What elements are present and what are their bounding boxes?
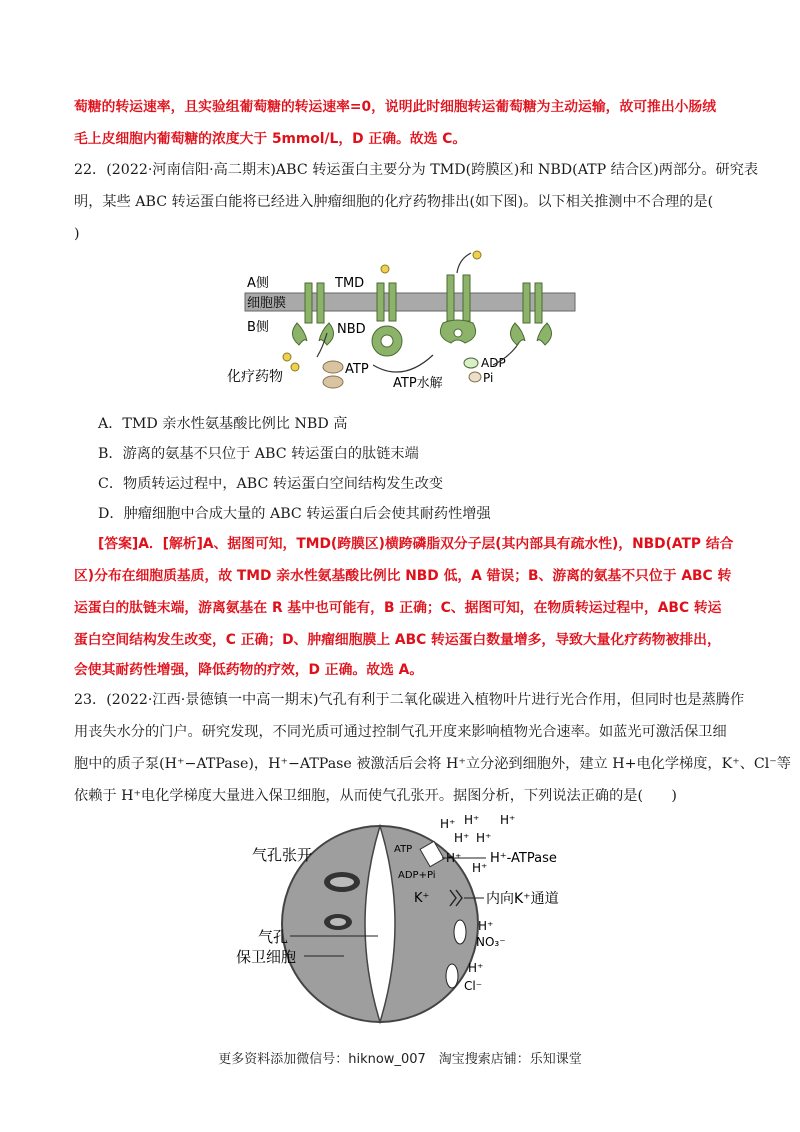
adp-pi-label: ADP+Pi <box>398 870 436 881</box>
a-side-label: A侧 <box>247 276 269 291</box>
drug-label: 化疗药物 <box>227 369 283 385</box>
q23-stem-line-1: 23．(2022·江西·景德镇一中高一期末)气孔有利于二氧化碳进入植物叶片进行光合作用，但同时也是蒸腾作 <box>74 692 745 708</box>
prev-answer-line-1: 萄糖的转运速率，且实验组葡萄糖的转运速率=0，说明此时细胞转运葡萄糖为主动运输，故可推出小肠绒 <box>74 99 717 115</box>
q22-stem-line-1: 22．(2022·河南信阳·高二期末)ABC 转运蛋白主要分为 TMD(跨膜区)和 NBD(ATP 结合区)两部分。研究表 <box>74 162 759 178</box>
tmd-label: TMD <box>335 276 365 291</box>
k-channel-label: 内向K⁺通道 <box>486 891 559 907</box>
q22-option-a: A．TMD 亲水性氨基酸比例比 NBD 高 <box>98 416 348 432</box>
q22-option-b: B．游离的氨基不只位于 ABC 转运蛋白的肽链末端 <box>98 446 419 462</box>
stoma-label: 气孔 <box>258 928 289 946</box>
prev-answer-line-2: 毛上皮细胞内葡萄糖的浓度大于 5mmol/L，D 正确。故选 C。 <box>74 131 467 147</box>
q22-answer-line-2: 区)分布在细胞质基质，故 TMD 亲水性氨基酸比例比 NBD 低，A 错误；B、游离的氨基不只位于 ABC 转 <box>74 568 732 584</box>
hplus-no3: H⁺ <box>478 919 494 933</box>
q22-answer-line-5: 会使其耐药性增强，降低药物的疗效，D 正确。故选 A。 <box>74 662 424 678</box>
q22-option-d: D．肿瘤细胞中合成大量的 ABC 转运蛋白后会使其耐药性增强 <box>98 506 491 522</box>
atp-label: ATP <box>345 362 369 377</box>
hplus-4: H⁺ <box>454 831 470 845</box>
atp-label-2: ATP <box>394 844 413 855</box>
kplus-label: K⁺ <box>414 891 430 906</box>
q22-answer-line-4: 蛋白空间结构发生改变，C 正确；D、肿瘤细胞膜上 ABC 转运蛋白数量增多，导致大量化疗药物被排出， <box>74 632 721 648</box>
q22-option-c: C．物质转运过程中，ABC 转运蛋白空间结构发生改变 <box>98 476 444 492</box>
adp-label: ADP <box>481 356 506 370</box>
transporter-state-4 <box>510 283 551 345</box>
q23-stem-line-3: 胞中的质子泵(H⁺−ATPase)，H⁺−ATPase 被激活后会将 H⁺立分泌到细胞外，建立 H+电化学梯度，K⁺、Cl⁻等 <box>74 756 791 772</box>
q22-answer-line-3: 运蛋白的肽链末端，游离氨基在 R 基中也可能有，B 正确；C、据图可知，在物质转运过程中，ABC 转运 <box>74 600 722 616</box>
page-footer: 更多资料添加微信号：hiknow_007 淘宝搜索店铺：乐知课堂 <box>218 1052 582 1067</box>
pi-label: Pi <box>483 371 494 385</box>
membrane-label: 细胞膜 <box>247 296 287 311</box>
no3-label: NO₃⁻ <box>476 935 506 949</box>
q22-answer-line-1: [答案]A．[解析]A、据图可知，TMD(跨膜区)横跨磷脂双分子层(其内部具有疏水性)，NBD(ATP 结合 <box>98 536 734 552</box>
q23-stem-line-2: 用丧失水分的门户。研究发现，不同光质可通过控制气孔开度来影响植物光合速率。如蓝光可激活保卫细 <box>74 724 727 740</box>
q23-stem-line-4: 依赖于 H⁺电化学梯度大量进入保卫细胞，从而使气孔张开。据图分析，下列说法正确的是( ) <box>74 788 677 804</box>
guard-cell-label: 保卫细胞 <box>236 948 297 966</box>
hplus-1: H⁺ <box>440 817 456 831</box>
hplus-cl: H⁺ <box>468 961 484 975</box>
cl-label: Cl⁻ <box>464 979 483 993</box>
hplus-3: H⁺ <box>500 813 516 827</box>
hplus-2: H⁺ <box>464 813 480 827</box>
hydrolysis-label: ATP水解 <box>393 376 443 391</box>
hplus-5: H⁺ <box>476 831 492 845</box>
b-side-label: B侧 <box>247 320 269 335</box>
guard-cell-figure <box>228 810 588 1035</box>
q22-stem-line-2: 明，某些 ABC 转运蛋白能将已经进入肿瘤细胞的化疗药物排出(如下图)。以下相关推测中不合理的是( <box>74 194 714 210</box>
transporter-state-1 <box>292 283 333 345</box>
atpase-label: H⁺-ATPase <box>490 851 557 866</box>
stoma-open-label: 气孔张开 <box>252 846 313 864</box>
q22-stem-line-3: ) <box>74 226 80 242</box>
hplus-7: H⁺ <box>472 861 488 875</box>
abc-transporter-figure <box>225 245 585 395</box>
hplus-6: H⁺ <box>446 851 462 865</box>
nbd-label: NBD <box>337 322 366 337</box>
